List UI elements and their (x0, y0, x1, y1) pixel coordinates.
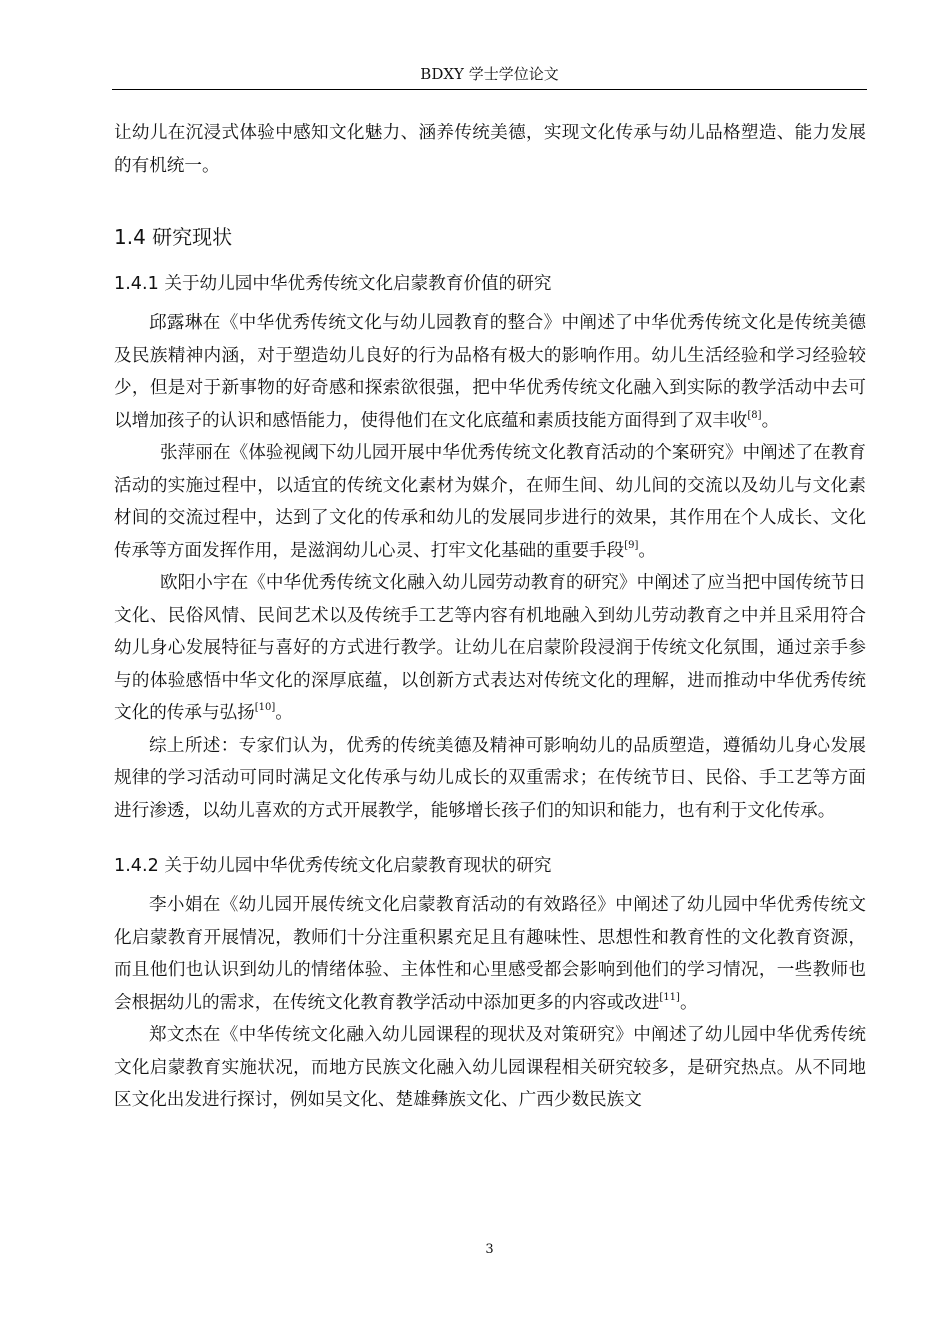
section-heading-1-4: 1.4 研究现状 (114, 225, 233, 249)
paragraph-text: 欧阳小宇在《中华优秀传统文化融入幼儿园劳动教育的研究》中阐述了应当把中国传统节日文化、民俗风情、民间艺术以及传统手工艺等内容有机地融入到幼儿劳动教育之中并且采用符合幼儿身心发展特征与喜好的方式进行教学。让幼儿在启蒙阶段浸润于传统文化氛围，通过亲手参与的体验感悟中华文化的深厚底蕴，以创新方式表达对传统文化的理解，进而推动中华优秀传统文化的传承与弘扬 (114, 573, 866, 723)
paragraph-qiu (114, 307, 866, 437)
page-body (114, 117, 866, 1117)
paragraph-text: 张萍丽在《体验视阈下幼儿园开展中华优秀传统文化教育活动的个案研究》中阐述了在教育活动的实施过程中，以适宜的传统文化素材为媒介，在师生间、幼儿间的交流以及幼儿与文化素材间的交流过程中，达到了文化的传承和幼儿的发展同步进行的效果，其作用在个人成长、文化传承等方面发挥作用，是滋润幼儿心灵、打牢文化基础的重要手段 (114, 443, 866, 561)
running-header: BDXY 学士学位论文 (420, 65, 559, 83)
page-number: 3 (485, 1242, 494, 1257)
citation-ref: [11] (659, 991, 680, 1003)
citation-ref: [9] (624, 539, 639, 551)
header-rule (112, 89, 867, 90)
paragraph-end: 。 (761, 410, 780, 431)
section-heading-1-4-2: 1.4.2 关于幼儿园中华优秀传统文化启蒙教育现状的研究 (114, 856, 552, 876)
citation-ref: [10] (254, 702, 276, 713)
paragraph-end: 。 (638, 540, 657, 561)
paragraph-li (114, 889, 866, 1019)
intro-paragraph: 让幼儿在沉浸式体验中感知文化魅力、涵养传统美德，实现文化传承与幼儿品格塑造、能力发展的有机统一。 (114, 123, 866, 176)
section-heading-1-4-1: 1.4.1 关于幼儿园中华优秀传统文化启蒙教育价值的研究 (114, 274, 552, 294)
paragraph-end: 。 (275, 703, 293, 723)
paragraph-text: 邱露琳在《中华优秀传统文化与幼儿园教育的整合》中阐述了中华优秀传统文化是传统美德及民族精神内涵，对于塑造幼儿良好的行为品格有极大的影响作用。幼儿生活经验和学习经验较少，但是对于新事物的好奇感和探索欲很强，把中华优秀传统文化融入到实际的教学活动中去可以增加孩子的认识和感悟能力，使得他们在文化底蕴和素质技能方面得到了双丰收 (114, 313, 866, 431)
paragraph-ouyang (114, 567, 866, 730)
paragraph-end: 。 (679, 992, 698, 1013)
paragraph-zheng: 郑文杰在《中华传统文化融入幼儿园课程的现状及对策研究》中阐述了幼儿园中华优秀传统文化启蒙教育实施状况，而地方民族文化融入幼儿园课程相关研究较多，是研究热点。从不同地区文化出发进行探讨，例如吴文化、楚雄彝族文化、广西少数民族文 (114, 1025, 866, 1110)
paragraph-text: 李小娟在《幼儿园开展传统文化启蒙教育活动的有效路径》中阐述了幼儿园中华优秀传统文化启蒙教育开展情况，教师们十分注重积累充足且有趣味性、思想性和教育性的文化教育资源，而且他们也认识到幼儿的情绪体验、主体性和心里感受都会影响到他们的学习情况，一些教师也会根据幼儿的需求，在传统文化教育教学活动中添加更多的内容或改进 (114, 895, 866, 1013)
citation-ref: [8] (747, 409, 762, 421)
paragraph-zhang (114, 437, 866, 567)
paragraph-summary: 综上所述：专家们认为，优秀的传统美德及精神可影响幼儿的品质塑造，遵循幼儿身心发展规律的学习活动可同时满足文化传承与幼儿成长的双重需求；在传统节日、民俗、手工艺等方面进行渗透，以幼儿喜欢的方式开展教学，能够增长孩子们的知识和能力，也有利于文化传承。 (114, 735, 866, 821)
